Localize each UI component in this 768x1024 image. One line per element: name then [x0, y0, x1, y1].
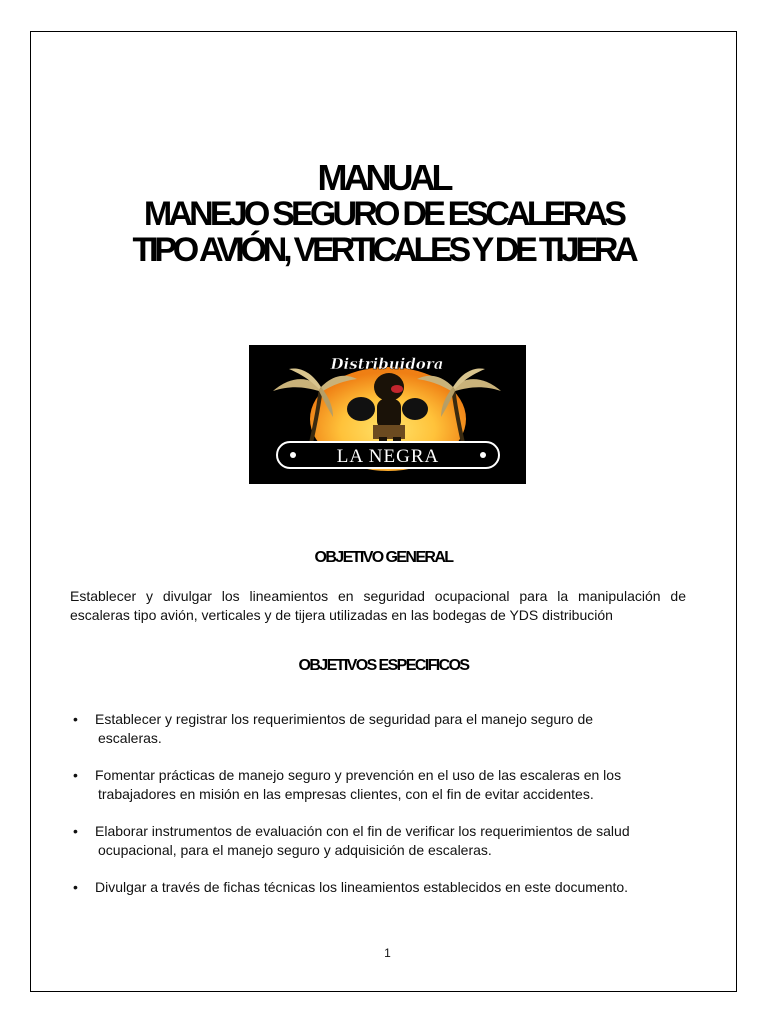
logo-graphic — [249, 345, 526, 484]
bullet-icon: • — [73, 823, 78, 839]
logo-top-text: Distribuidora — [330, 355, 444, 373]
list-item-line-2: ocupacional, para el manejo seguro y adquisición de escaleras. — [98, 842, 492, 858]
list-item — [70, 766, 690, 804]
objetivo-general-line-1: Establecer y divulgar los lineamientos en seguridad ocupacional para la manipulación de — [70, 588, 686, 604]
list-item — [70, 822, 690, 860]
list-item-line-1: Establecer y registrar los requerimientos de seguridad para el manejo seguro de — [95, 711, 594, 727]
list-item-line-2: trabajadores en misión en las empresas clientes, con el fin de evitar accidentes. — [98, 786, 594, 802]
title-line-1: MANUAL — [317, 157, 450, 198]
objetivos-especificos-list — [70, 710, 690, 897]
title-line-2: MANEJO SEGURO DE ESCALERAS — [143, 195, 624, 233]
objetivo-general-line-2: escaleras tipo avión, verticales y de tijera utilizadas en las bodegas de YDS distribución — [70, 607, 613, 623]
list-item — [70, 878, 690, 897]
document-title — [30, 157, 737, 269]
company-logo — [249, 345, 526, 484]
logo-banner-text: LA NEGRA — [336, 446, 440, 467]
logo-banner — [277, 442, 499, 468]
objetivo-general-heading: OBJETIVO GENERAL — [314, 549, 453, 566]
bullet-icon: • — [73, 879, 78, 895]
objetivo-general-text — [70, 587, 686, 625]
list-item-line-2: escaleras. — [98, 730, 162, 746]
bullet-icon: • — [73, 711, 78, 727]
title-line-3: TIPO AVIÓN, VERTICALES Y DE TIJERA — [132, 231, 635, 269]
list-item-line-1: Divulgar a través de fichas técnicas los lineamientos establecidos en este documento. — [95, 879, 629, 895]
page-number: 1 — [384, 946, 391, 960]
list-item — [70, 710, 690, 748]
bullet-icon: • — [73, 767, 78, 783]
list-item-line-1: Fomentar prácticas de manejo seguro y prevención en el uso de las escaleras en los — [95, 767, 622, 783]
objetivos-especificos-heading: OBJETIVOS ESPECIFICOS — [298, 657, 469, 674]
list-item-line-1: Elaborar instrumentos de evaluación con el fin de verificar los requerimientos de salud — [95, 823, 630, 839]
